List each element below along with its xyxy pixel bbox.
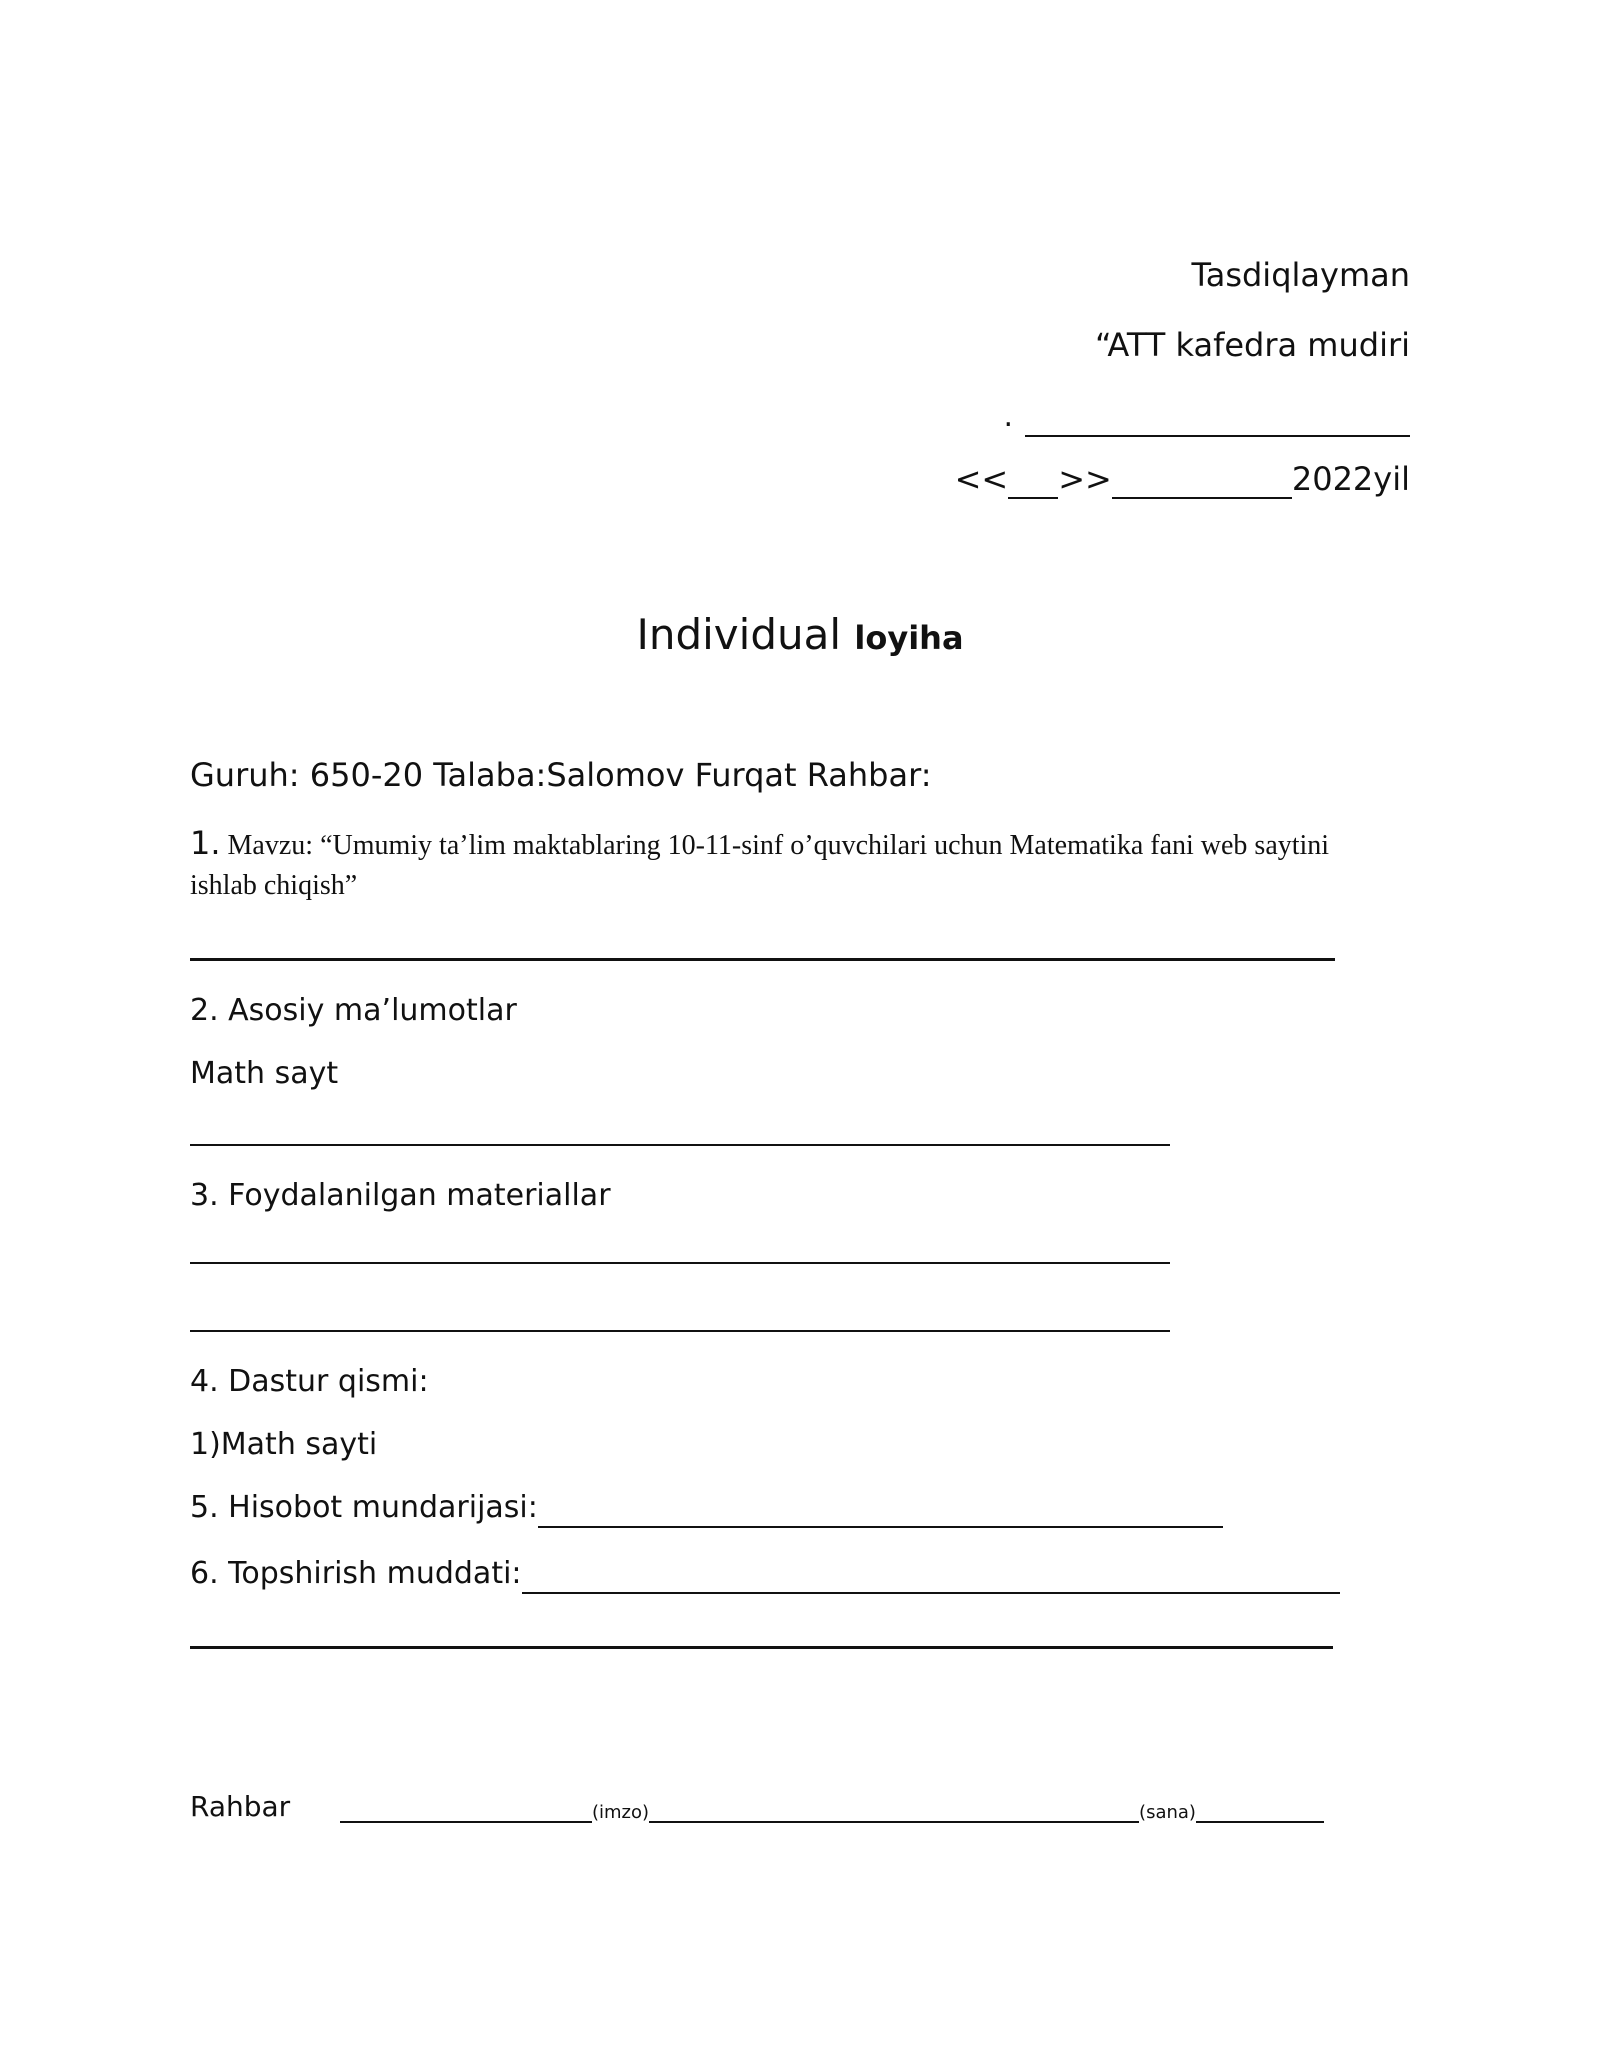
sign-hint: (imzo) — [592, 1802, 650, 1823]
approval-title: Tasdiqlayman — [1191, 256, 1410, 294]
section-6-line — [190, 1554, 1420, 1594]
section-5-title: 5. Hisobot mundarijasi: — [190, 1490, 538, 1525]
section-3-title: 3. Foydalanilgan materiallar — [190, 1178, 611, 1213]
section-6-title: 6. Topshirish muddati: — [190, 1556, 522, 1591]
approval-position: “ATT kafedra mudiri — [1094, 326, 1410, 364]
date-hint: (sana) — [1139, 1802, 1196, 1823]
section-5-blank — [538, 1496, 1223, 1528]
approval-date-line — [810, 459, 1410, 499]
section-2-value: Math sayt — [190, 1056, 339, 1091]
supervisor-signature-row — [190, 1790, 1390, 1823]
section-3-underline-1 — [190, 1262, 1170, 1264]
supervisor-middle-blank — [649, 1795, 1139, 1823]
date-year: 2022yil — [1291, 460, 1410, 498]
section-3-underline-2 — [190, 1330, 1170, 1332]
approval-signature-line — [810, 395, 1410, 437]
topic-line — [190, 823, 1400, 906]
section-2-title: 2. Asosiy ma’lumotlar — [190, 993, 517, 1028]
title-part2: loyiha — [854, 619, 964, 657]
signature-dot: . — [1003, 399, 1013, 434]
date-open: << — [954, 460, 1009, 498]
approval-block — [810, 255, 1410, 499]
section-6-blank — [522, 1562, 1340, 1594]
closing-underline — [190, 1646, 1333, 1649]
topic-text: Mavzu: “Umumiy ta’lim maktablaring 10-11-sinf o’quvchilari uchun Matematika fani web saytini ishlab chiqish” — [190, 830, 1330, 901]
group-line: Guruh: 650-20 Talaba:Salomov Furqat Rahbar: — [190, 756, 932, 794]
section-4-title: 4. Dastur qismi: — [190, 1364, 429, 1399]
document-title — [0, 605, 1600, 668]
section-4-value: 1)Math sayti — [190, 1427, 378, 1462]
topic-underline — [190, 958, 1335, 961]
supervisor-sign-blank — [340, 1795, 592, 1823]
date-day-blank — [1008, 465, 1058, 499]
signature-blank — [1025, 401, 1410, 437]
topic-number: 1. — [190, 824, 221, 862]
document-body — [190, 755, 1420, 1649]
section-5-line — [190, 1488, 1420, 1528]
date-mid: >> — [1058, 460, 1112, 498]
title-part1: Individual — [636, 610, 842, 659]
section-2-underline — [190, 1144, 1170, 1146]
date-month-blank — [1112, 465, 1292, 499]
supervisor-date-blank — [1196, 1795, 1324, 1823]
supervisor-label: Rahbar — [190, 1790, 291, 1823]
